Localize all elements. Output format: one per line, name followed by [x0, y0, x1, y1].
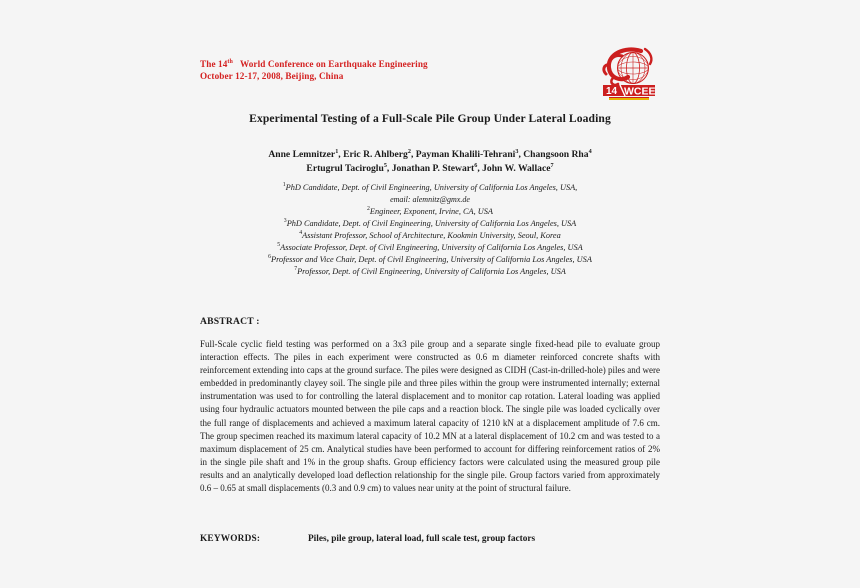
author-name: Payman Khalili-Tehrani	[415, 149, 516, 160]
affiliation-line	[200, 218, 660, 230]
affiliation-line	[200, 206, 660, 218]
author-name: Eric R. Ahlberg	[343, 149, 408, 160]
conference-date: October 12-17, 2008, Beijing, China	[200, 71, 344, 82]
logo-footer-band	[609, 97, 649, 100]
affiliation-line	[200, 266, 660, 278]
affiliation-line	[200, 254, 660, 266]
affiliation-text: PhD Candidate, Dept. of Civil Engineering, University of California Los Angeles, USA	[286, 219, 577, 228]
affiliations-block	[200, 182, 660, 278]
conference-name-line	[200, 58, 500, 70]
affiliation-text: Engineer, Exponent, Irvine, CA, USA	[369, 207, 493, 216]
authors-line-1: Anne Lemnitzer$^1$, Eric R. Ahlberg$^2$, Payman Khalili-Tehrani$^3$, Changsoon Rha$^4$	[268, 147, 592, 160]
affiliation-text: Professor, Dept. of Civil Engineering, University of California Los Angeles, USA	[297, 267, 566, 276]
conference-prefix: The 14	[200, 59, 228, 69]
page-title: Experimental Testing of a Full-Scale Pile Group Under Lateral Loading	[249, 112, 611, 125]
author-name: Jonathan P. Stewart	[391, 163, 475, 174]
author-name: John W. Wallace	[482, 163, 551, 174]
author-affiliation-marker: 6	[474, 161, 478, 169]
authors-line-2: Ertugrul Taciroglu$^5$, Jonathan P. Stewart$^6$, John W. Wallace$^7$	[306, 161, 554, 174]
keywords-values: Piles, pile group, lateral load, full scale test, group factors	[308, 534, 536, 544]
svg-text:WCEE: WCEE	[624, 85, 656, 98]
affiliation-line	[200, 230, 660, 242]
author-affiliation-marker: 2	[407, 147, 411, 155]
14wcee-logo	[595, 44, 661, 104]
affiliation-marker: 4	[299, 230, 303, 237]
affiliation-marker: 6	[268, 254, 272, 261]
affiliation-line	[200, 182, 660, 194]
affiliation-text: Associate Professor, Dept. of Civil Engineering, University of California Los Angeles, USA	[280, 243, 583, 252]
keywords-row	[200, 534, 660, 544]
affiliation-text: Professor and Vice Chair, Dept. of Civil Engineering, University of California Los Angeles, USA	[271, 255, 592, 264]
author-affiliation-marker: 7	[550, 161, 554, 169]
affiliation-marker: 5	[277, 242, 281, 249]
affiliation-marker: 1	[282, 182, 286, 189]
logo-wordmark	[603, 85, 656, 98]
author-affiliation-marker: 3	[515, 147, 519, 155]
svg-text:14: 14	[606, 86, 618, 97]
author-affiliation-marker: 4	[588, 147, 592, 155]
author-affiliation-marker: 5	[383, 161, 387, 169]
affiliation-email: email: alemnitz@gmx.de	[390, 195, 470, 204]
authors-block	[200, 148, 660, 176]
affiliation-text: Assistant Professor, School of Architecture, Kookmin University, Seoul, Korea	[302, 231, 561, 240]
conference-name: World Conference on Earthquake Engineering	[239, 59, 428, 69]
affiliation-text: PhD Candidate, Dept. of Civil Engineering, University of California Los Angeles, USA,	[285, 183, 578, 192]
author-name: Changsoon Rha	[523, 149, 589, 160]
author-name: Anne Lemnitzer	[268, 149, 336, 160]
affiliation-line	[200, 242, 660, 254]
abstract-heading: ABSTRACT :	[200, 316, 260, 327]
author-name: Ertugrul Taciroglu	[306, 163, 384, 174]
affiliation-marker: 7	[294, 266, 298, 273]
conference-ordinal: th	[227, 58, 233, 65]
author-affiliation-marker: 1	[335, 147, 339, 155]
keywords-label: KEYWORDS:	[200, 534, 261, 544]
conference-header	[200, 58, 500, 83]
page-content	[200, 0, 660, 588]
affiliation-marker: 2	[367, 206, 370, 213]
abstract-body: Full-Scale cyclic field testing was performed on a 3x3 pile group and a separate single fixed-head pile to evaluate group interaction effects. The piles in each experiment were constructed as 0.6 m diameter reinforced concrete shafts with reinforcement extending into caps at the ground surface. The piles were designed as CIDH (Cast-in-drilled-hole) piles and were embedded in predominantly clayey soil. The single pile and three piles within the group were instrumented internally; external instrumentation was used to for controlling the lateral displacement and to monitor cap rotation. Lateral loading was applied using four hydraulic actuators mounted between the pile caps and a reaction block. The single pile was loaded cyclically over the full range of displacements and achieved a maximum lateral capacity of 1210 kN at a displacement amplitude of 7.6 cm. The group specimen reached its maximum lateral capacity of 10.2 MN at a lateral displacement of 10.2 cm and was tested to a maximum displacement of 25 cm. Analytical studies have been performed to account for differing reinforcement ratios of 2% in the single pile shaft and 1% in the group shafts. Group efficiency factors were calculated using the measured group pile results and an analytically developed load deflection relationship for the single pile. Group factors varied from approximately 0.6 – 0.65 at small displacements (0.3 and 0.9 cm) to values near unity at the point of structural failure.	[200, 339, 660, 494]
affiliation-marker: 3	[283, 218, 287, 225]
